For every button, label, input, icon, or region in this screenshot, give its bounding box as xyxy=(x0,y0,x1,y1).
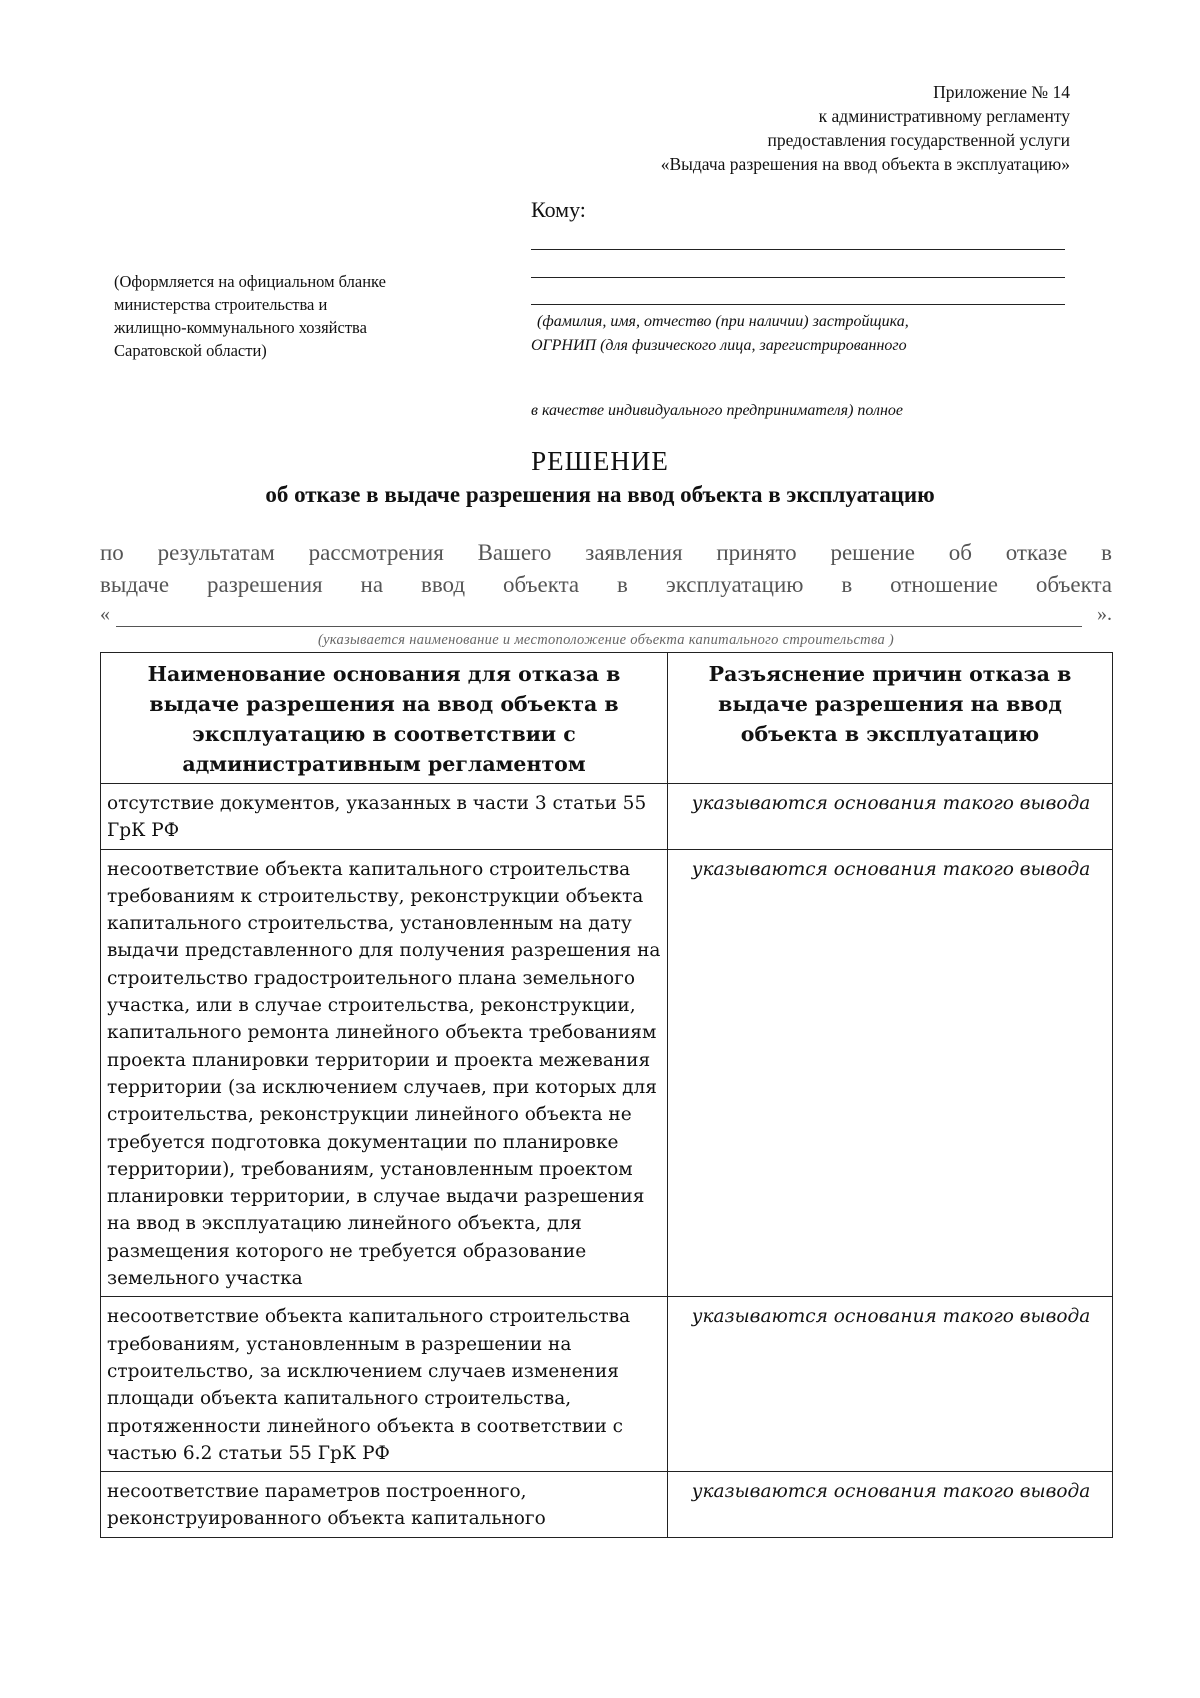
column-header-reason: Наименование основания для отказа в выдаче разрешения на ввод объекта в эксплуатацию в соответствии с административным регламентом xyxy=(101,653,668,784)
blank-note-line: жилищно-коммунального хозяйства xyxy=(114,318,367,337)
refusal-reasons-table xyxy=(100,652,1113,1538)
table-row xyxy=(101,849,1113,1297)
reason-cell: несоответствие параметров построенного, реконструированного объекта капитального xyxy=(101,1472,668,1538)
recipient-line[interactable] xyxy=(531,304,1065,305)
table-row xyxy=(101,1472,1113,1538)
decision-text-line: по результатам рассмотрения Вашего заявления принято решение об отказе в xyxy=(100,540,1112,565)
object-name-hint: (указывается наименование и местоположение объекта капитального строительства ) xyxy=(317,632,895,648)
recipient-hint-line: ОГРНИП (для физического лица, зарегистрированного xyxy=(531,337,907,354)
quote-close: ». xyxy=(1097,603,1112,625)
official-blank-note xyxy=(114,270,474,362)
appendix-line: к административному регламенту xyxy=(818,106,1070,126)
recipient-line[interactable] xyxy=(531,249,1065,250)
explanation-cell: указываются основания такого вывода xyxy=(668,1472,1113,1538)
recipient-hint-line: (фамилия, имя, отчество (при наличии) застройщика, xyxy=(537,313,909,330)
reason-cell: отсутствие документов, указанных в части 3 статьи 55 ГрК РФ xyxy=(101,784,668,850)
column-header-explanation: Разъяснение причин отказа в выдаче разрешения на ввод объекта в эксплуатацию xyxy=(668,653,1113,784)
blank-note-line: министерства строительства и xyxy=(114,295,328,314)
explanation-cell: указываются основания такого вывода xyxy=(668,849,1113,1297)
decision-text-line: выдаче разрешения на ввод объекта в эксплуатацию в отношение объекта xyxy=(100,572,1112,597)
recipient-line[interactable] xyxy=(531,277,1065,278)
table-row xyxy=(101,1297,1113,1472)
quote-open: « xyxy=(100,603,110,625)
appendix-line: Приложение № 14 xyxy=(933,82,1070,102)
appendix-line: «Выдача разрешения на ввод объекта в эксплуатацию» xyxy=(660,154,1070,174)
reason-cell: несоответствие объекта капитального строительства требованиям, установленным в разрешении на строительство, за исключением случаев изменения площади объекта капитального строительства, протяженности линейного объекта в соответствии с частью 6.2 статьи 55 ГрК РФ xyxy=(101,1297,668,1472)
table-header-row xyxy=(101,653,1113,784)
decision-text xyxy=(100,537,1112,601)
blank-note-line: (Оформляется на официальном бланке xyxy=(114,272,386,291)
appendix-header xyxy=(661,80,1070,176)
explanation-cell: указываются основания такого вывода xyxy=(668,784,1113,850)
appendix-line: предоставления государственной услуги xyxy=(767,130,1070,150)
explanation-cell: указываются основания такого вывода xyxy=(668,1297,1113,1472)
document-subtitle: об отказе в выдаче разрешения на ввод объекта в эксплуатацию xyxy=(265,482,935,507)
recipient-hint xyxy=(531,310,1071,358)
object-name-line xyxy=(116,626,1082,627)
document-title: РЕШЕНИЕ xyxy=(531,446,669,476)
reason-cell: несоответствие объекта капитального строительства требованиям к строительству, реконструкции объекта капитального строительства, установленным на дату выдачи представленного для получения разрешения на строительство градостроительного плана земельного участка, или в случае строительства, реконструкции, капитального ремонта линейного объекта требованиям проекта планировки территории и проекта межевания территории (за исключением случаев, при которых для строительства, реконструкции линейного объекта не требуется подготовка документации по планировке территории), требованиям, установленным проектом планировки территории, в случае выдачи разрешения на ввод в эксплуатацию линейного объекта, для размещения которого не требуется образование земельного участка xyxy=(101,849,668,1297)
recipient-hint-line: в качестве индивидуального предпринимателя) полное xyxy=(531,402,904,419)
blank-note-line: Саратовской области) xyxy=(114,341,267,360)
recipient-label: Кому: xyxy=(531,197,586,222)
table-row xyxy=(101,784,1113,850)
